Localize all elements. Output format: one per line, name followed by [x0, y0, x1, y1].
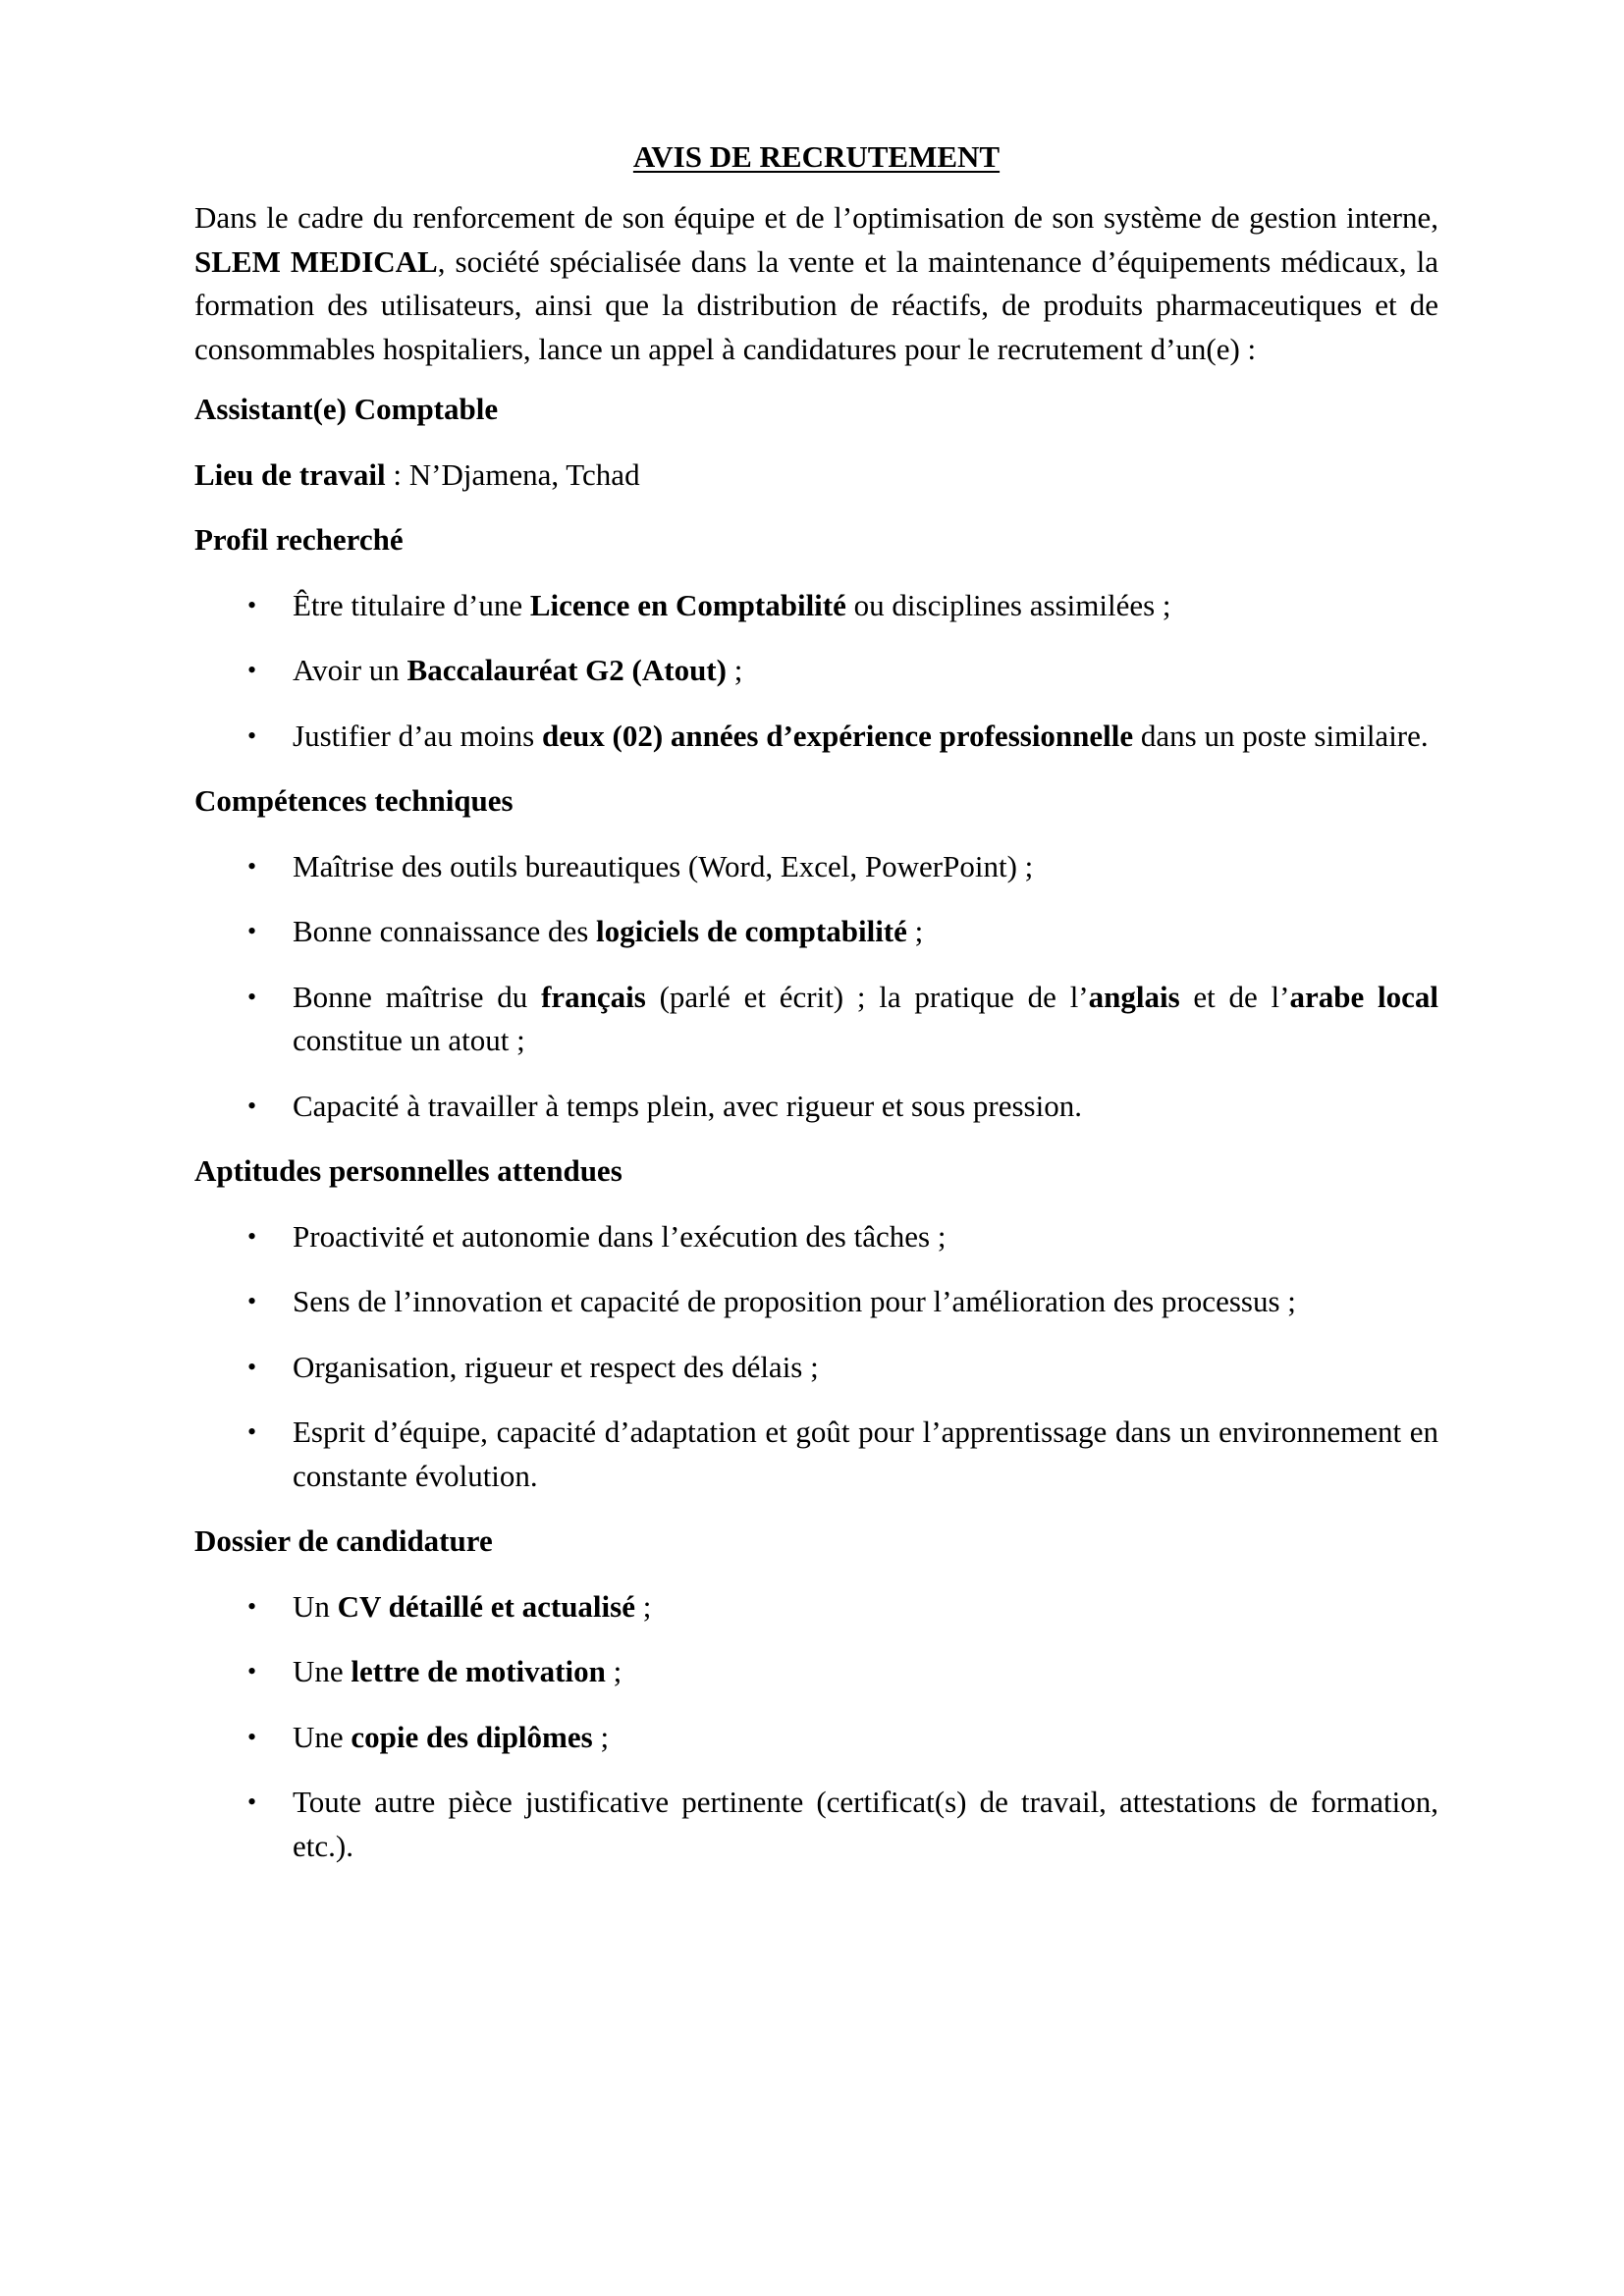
bullet-icon: •	[247, 590, 257, 619]
list-item	[194, 1215, 1438, 1259]
bullet-icon: •	[247, 656, 257, 684]
item-text: ;	[726, 653, 743, 687]
profil-list	[194, 584, 1438, 759]
item-emphasis: copie des diplômes	[351, 1719, 593, 1754]
item-emphasis: logiciels de comptabilité	[596, 914, 907, 948]
item-text: Bonne maîtrise du	[293, 979, 542, 1014]
item-text: Capacité à travailler à temps plein, avec rigueur et sous pression.	[293, 1088, 1082, 1123]
bullet-icon: •	[247, 917, 257, 945]
list-item	[194, 976, 1438, 1063]
item-emphasis: lettre de motivation	[351, 1654, 606, 1688]
list-item	[194, 1085, 1438, 1129]
item-text: Avoir un	[293, 653, 407, 687]
item-text: ;	[634, 1588, 652, 1624]
bullet-icon: •	[247, 1722, 257, 1751]
item-emphasis: français	[541, 979, 646, 1014]
item-text: Une	[293, 1719, 352, 1754]
section-heading-profil: Profil recherché	[194, 522, 404, 557]
list-item	[194, 1346, 1438, 1390]
bullet-icon: •	[247, 1352, 257, 1381]
item-text: Un	[293, 1588, 338, 1624]
intro-text-start: Dans le cadre du renforcement de son équipe et de l’optimisation de son système de gestion interne,	[194, 200, 1438, 235]
list-item	[194, 1650, 1438, 1694]
item-text: Sens de l’innovation et capacité de proposition pour l’amélioration des processus ;	[293, 1284, 1296, 1318]
item-text: dans un poste similaire.	[1133, 718, 1429, 753]
bullet-icon: •	[247, 1221, 257, 1251]
list-item	[194, 584, 1438, 628]
item-emphasis: deux (02) années d’expérience professionnelle	[542, 718, 1134, 753]
item-text: Toute autre pièce justificative pertinente (certificat(s) de travail, attestations de formation, etc.).	[293, 1785, 1438, 1863]
item-text: Organisation, rigueur et respect des délais ;	[293, 1349, 819, 1384]
bullet-icon: •	[247, 1788, 257, 1816]
bullet-icon: •	[247, 1287, 257, 1315]
item-emphasis: arabe local	[1289, 979, 1438, 1014]
intro-text-end: , société spécialisée dans la vente et la maintenance d’équipements médicaux, la formation des utilisateurs, ainsi que la distribution de réactifs, de produits pharmaceutiques et de consommables hospitaliers, lance un appel à candidatures pour le recrutement d’un(e) :	[194, 243, 1438, 366]
list-item	[194, 845, 1438, 889]
section-heading-aptitudes: Aptitudes personnelles attendues	[194, 1153, 623, 1188]
item-text: Proactivité et autonomie dans l’exécution des tâches ;	[293, 1218, 947, 1254]
item-text: Maîtrise des outils bureautiques (Word, Excel, PowerPoint) ;	[293, 848, 1034, 883]
intro-paragraph	[194, 196, 1438, 371]
bullet-icon: •	[247, 721, 257, 750]
item-emphasis: anglais	[1088, 979, 1180, 1014]
item-text: ;	[605, 1654, 623, 1688]
position-title: Assistant(e) Comptable	[194, 392, 499, 426]
list-item	[194, 1411, 1438, 1498]
company-name: SLEM MEDICAL	[194, 243, 438, 279]
work-location-label: Lieu de travail	[194, 456, 386, 492]
item-text: ;	[592, 1719, 610, 1754]
list-item	[194, 715, 1438, 759]
item-text: Esprit d’équipe, capacité d’adaptation et goût pour l’apprentissage dans un environnement en constante évolution.	[293, 1415, 1438, 1493]
list-item	[194, 910, 1438, 954]
aptitudes-list	[194, 1215, 1438, 1499]
bullet-icon: •	[247, 1657, 257, 1685]
item-text: Une	[293, 1654, 352, 1688]
document-page	[194, 135, 1438, 1890]
list-item	[194, 1585, 1438, 1629]
item-text: et de l’	[1179, 979, 1290, 1014]
document-title: AVIS DE RECRUTEMENT	[632, 139, 1001, 174]
item-text: constitue un atout ;	[293, 1023, 525, 1057]
bullet-icon: •	[247, 1417, 257, 1446]
list-item	[194, 649, 1438, 693]
item-emphasis: CV détaillé et actualisé	[337, 1588, 635, 1624]
work-location-value: N’Djamena, Tchad	[408, 456, 640, 492]
item-emphasis: Baccalauréat G2 (Atout)	[406, 653, 727, 687]
list-item	[194, 1716, 1438, 1760]
item-text: Être titulaire d’une	[293, 587, 530, 622]
section-heading-dossier: Dossier de candidature	[194, 1523, 493, 1558]
item-text: Justifier d’au moins	[293, 718, 542, 753]
work-location-separator: :	[385, 456, 409, 492]
item-text: (parlé et écrit) ; la pratique de l’	[645, 979, 1089, 1014]
section-heading-competences: Compétences techniques	[194, 783, 514, 818]
bullet-icon: •	[247, 1591, 257, 1621]
item-text: ;	[906, 914, 924, 948]
dossier-list	[194, 1585, 1438, 1869]
bullet-icon: •	[247, 851, 257, 881]
work-location	[194, 454, 1438, 498]
competences-list	[194, 845, 1438, 1129]
bullet-icon: •	[247, 1091, 257, 1120]
list-item	[194, 1280, 1438, 1324]
item-text: ou disciplines assimilées ;	[845, 587, 1171, 622]
bullet-icon: •	[247, 982, 257, 1011]
item-emphasis: Licence en Comptabilité	[529, 587, 846, 622]
item-text: Bonne connaissance des	[293, 914, 597, 948]
list-item	[194, 1781, 1438, 1868]
